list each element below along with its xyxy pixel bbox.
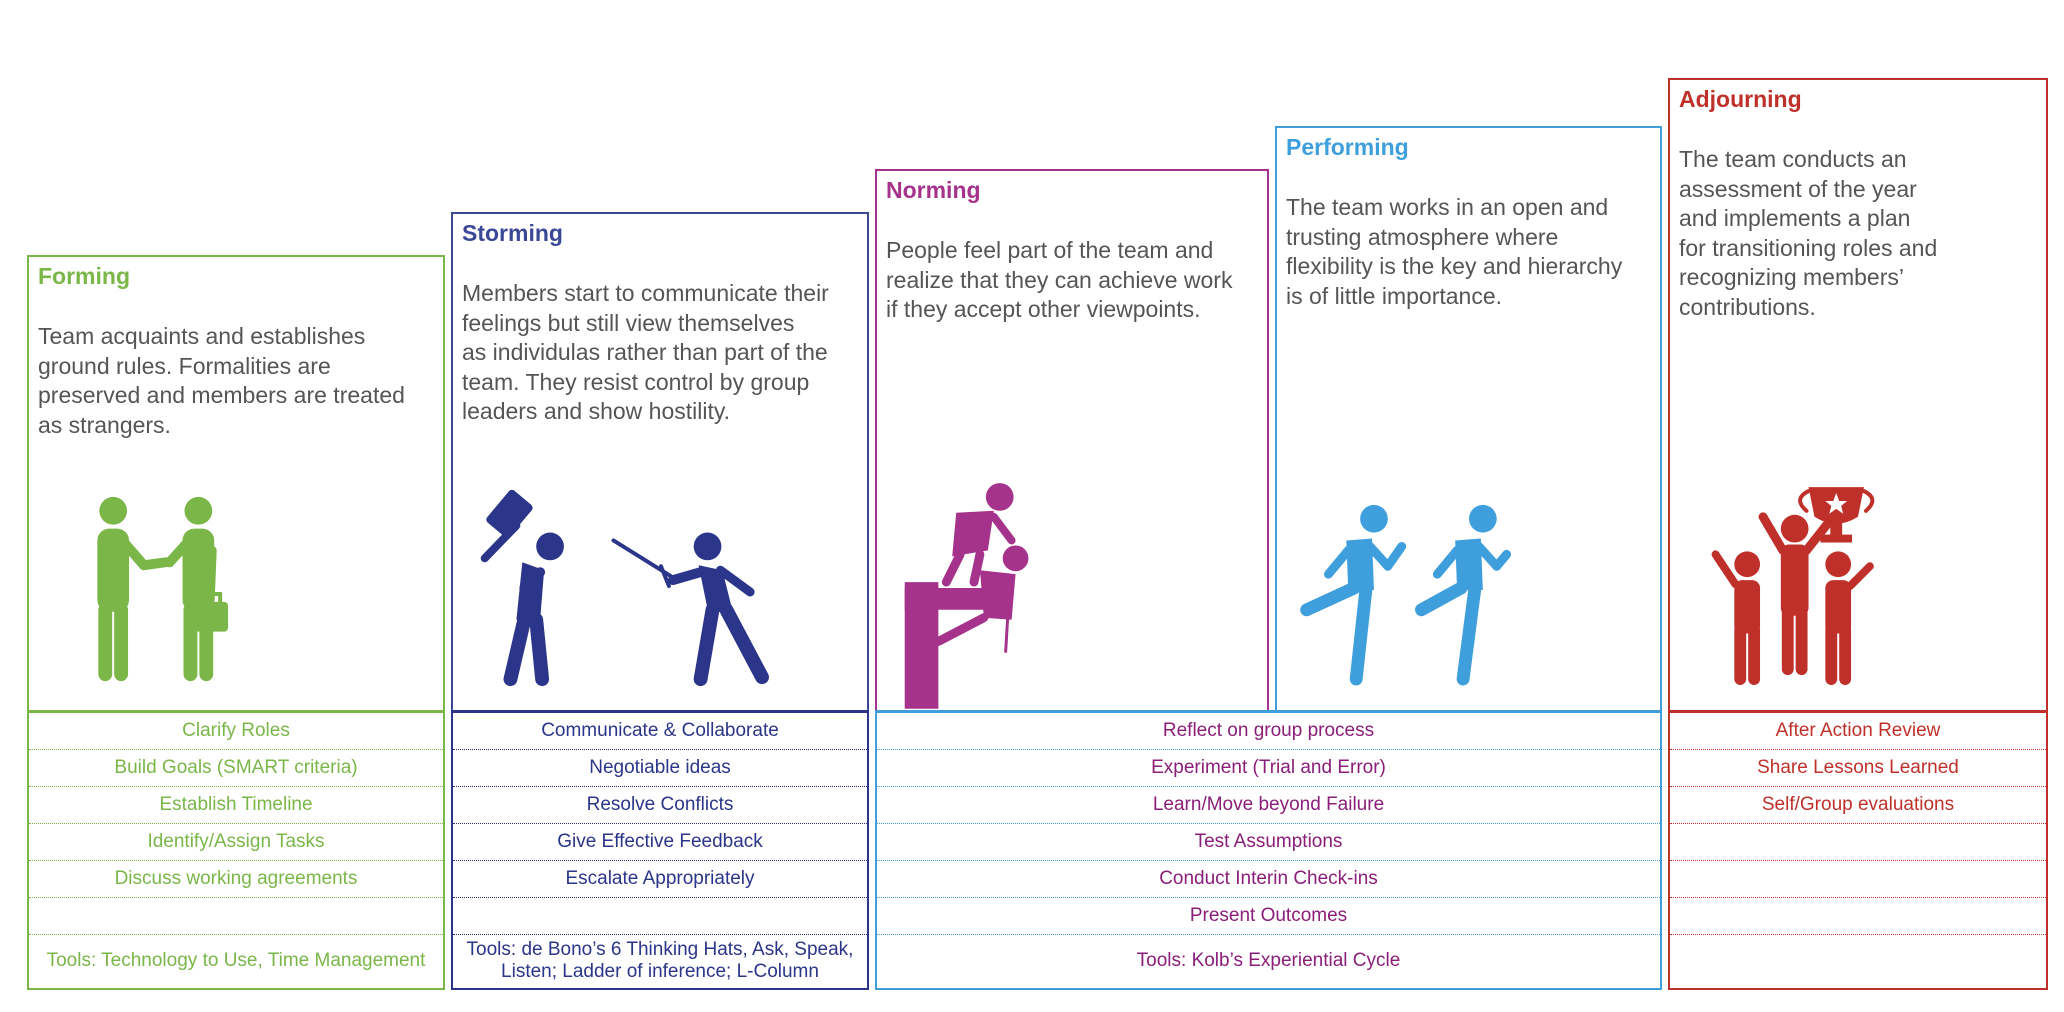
tasks-shared	[875, 710, 1662, 990]
desc-line: preserved and members are treated	[38, 382, 405, 408]
task-item	[453, 898, 867, 935]
task-item	[29, 898, 443, 935]
stage-title: Adjourning	[1679, 86, 1802, 112]
task-item: Build Goals (SMART criteria)	[29, 750, 443, 787]
desc-line: Team acquaints and establishes	[38, 323, 366, 349]
task-item: Resolve Conflicts	[453, 787, 867, 824]
task-item: Self/Group evaluations	[1670, 787, 2046, 824]
desc-line: realize that they can achieve work	[886, 266, 1233, 293]
desc-line: if they accept other viewpoints.	[886, 296, 1201, 322]
task-item	[1670, 861, 2046, 898]
tools-label	[453, 933, 867, 988]
task-item: Learn/Move beyond Failure	[877, 787, 1660, 824]
stage-adjourning	[1668, 78, 2048, 712]
stage-description	[462, 279, 829, 427]
conflict-people-icon	[453, 470, 867, 710]
stage-storming	[451, 212, 869, 712]
desc-line: Members start to communicate their	[462, 280, 829, 306]
stage-norming	[875, 169, 1269, 712]
tools-line: Tools: de Bono’s 6 Thinking Hats, Ask, Speak,	[466, 938, 854, 960]
tasks-forming	[27, 710, 445, 990]
desc-line: assessment of the year	[1679, 175, 1917, 202]
stage-title: Forming	[38, 263, 130, 289]
task-item: Test Assumptions	[877, 824, 1660, 861]
stage-title: Norming	[886, 177, 981, 203]
desc-line: The team works in an open and	[1286, 194, 1609, 220]
desc-line: The team conducts an	[1679, 146, 1907, 172]
stage-title: Storming	[462, 220, 563, 246]
desc-line: recognizing members’	[1679, 264, 1904, 290]
stage-description	[1679, 145, 1937, 322]
desc-line: as individulas rather than part of the	[462, 339, 828, 365]
task-item: Reflect on group process	[877, 713, 1660, 750]
desc-line: and implements a plan	[1679, 205, 1911, 231]
task-item: Present Outcomes	[877, 898, 1660, 935]
task-item	[1670, 898, 2046, 935]
desc-line: ground rules. Formalities are	[38, 352, 331, 379]
task-item: Identify/Assign Tasks	[29, 824, 443, 861]
stage-title: Performing	[1286, 134, 1409, 160]
task-item: Escalate Appropriately	[453, 861, 867, 898]
trophy-celebration-icon	[1670, 470, 2046, 710]
desc-line: People feel part of the team and	[886, 237, 1214, 263]
stage-performing	[1275, 126, 1662, 712]
stage-description	[886, 236, 1232, 325]
task-item: Communicate & Collaborate	[453, 713, 867, 750]
desc-line: flexibility is the key and hierarchy	[1286, 253, 1623, 279]
relay-runners-icon	[1277, 470, 1660, 710]
task-item: After Action Review	[1670, 713, 2046, 750]
task-item: Negotiable ideas	[453, 750, 867, 787]
tools-label: Tools: Kolb’s Experiential Cycle	[1136, 949, 1401, 971]
task-item: Share Lessons Learned	[1670, 750, 2046, 787]
desc-line: leaders and show hostility.	[462, 398, 731, 424]
handshake-people-icon	[29, 470, 443, 710]
tools-line: Listen; Ladder of inference; L-Column	[501, 960, 819, 982]
task-item: Conduct Interin Check-ins	[877, 861, 1660, 898]
stage-description	[38, 322, 405, 440]
desc-line: trusting atmosphere where	[1286, 223, 1559, 250]
stage-forming	[27, 255, 445, 712]
tasks-adjourning	[1668, 710, 2048, 990]
desc-line: team. They resist control by group	[462, 368, 810, 395]
desc-line: as strangers.	[38, 411, 171, 438]
desc-line: feelings but still view themselves	[462, 309, 795, 336]
task-item: Establish Timeline	[29, 787, 443, 824]
climbing-help-icon	[877, 470, 1267, 710]
task-item: Give Effective Feedback	[453, 824, 867, 861]
desc-line: for transitioning roles and	[1679, 234, 1938, 261]
stage-description	[1286, 193, 1622, 311]
tasks-storming	[451, 710, 869, 990]
task-item	[1670, 824, 2046, 861]
tools-label: Tools: Technology to Use, Time Management	[46, 949, 426, 971]
desc-line: is of little importance.	[1286, 282, 1503, 309]
task-item: Experiment (Trial and Error)	[877, 750, 1660, 787]
desc-line: contributions.	[1679, 293, 1816, 320]
task-item: Discuss working agreements	[29, 861, 443, 898]
task-item: Clarify Roles	[29, 713, 443, 750]
